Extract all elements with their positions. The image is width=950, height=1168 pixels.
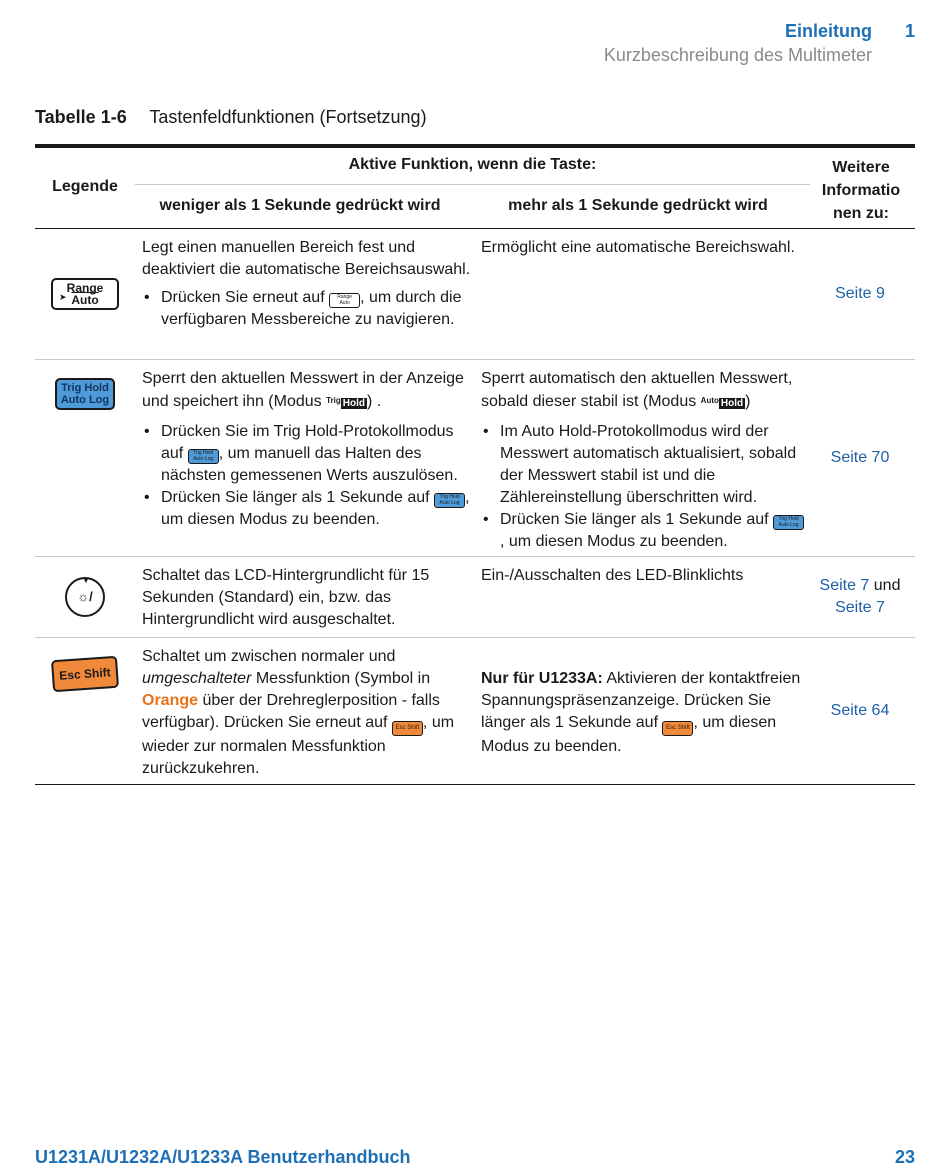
trig-hold-key-icon: Trig Hold Auto Log [55,378,115,410]
bullet-item: • Drücken Sie im Trig Hold-Protokollmodus auf Trig Hold Auto Log , um manuell das Halten des nächsten gemessenen Werts auszulösen. [142,421,472,487]
trig-hold-mini-icon: Trig Hold Auto Log [773,515,804,530]
long-text: Nur für U1233A: Aktivieren der kontaktfreien Spannungspräsenzanzeige. Drücken Sie länger als 1 Sekunde auf Esc Shift , um diesen Modus zu beenden. [481,670,801,755]
range-auto-key-icon: ➤ Range Auto [51,278,119,310]
col-more-line3: nen zu: [833,205,889,222]
auto-hold-symbol: Auto Hold [700,396,744,409]
short-press-cell [142,237,472,331]
backlight-key-icon: ▼ ☼/ [65,577,105,617]
long-text: Ein-/Ausschalten des LED-Blinklichts [481,567,744,584]
long-text: Ermöglicht eine automatische Bereichswahl. [481,239,795,256]
trig-hold-mini-icon: Trig Hold Auto Log [188,449,219,464]
col-more-line2: Informatio [821,182,901,199]
col-more-info [815,156,907,225]
esc-shift-mini-icon: Esc Shift [662,721,693,736]
short-text: Schaltet um zwischen normaler und umgeschalteter Messfunktion (Symbol in Orange über der Drehreglerposition - falls verfügbar). Drücken Sie erneut auf Esc Shift , um wieder zur normalen Messfunktion zurückzukehren. [142,648,455,777]
chapter-title: Einleitung [785,21,872,41]
reference-cell [810,557,910,637]
table-header [35,148,915,229]
col-active: Aktive Funktion, wenn die Taste: [348,156,597,173]
trig-hold-symbol: Trig Hold [326,396,365,409]
table-row [35,229,915,360]
footer-manual-title: U1231A/U1232A/U1233A Benutzerhandbuch [35,1147,411,1167]
short-press-cell [142,565,472,631]
table-title: Tastenfeldfunktionen (Fortsetzung) [149,107,427,127]
short-press-cell [142,368,472,531]
esc-shift-mini-icon: Esc Shift [392,721,423,736]
short-text: Schaltet das LCD-Hintergrundlicht für 15 Sekunden (Standard) ein, bzw. das Hintergrundlicht wird ausgeschaltet. [142,567,430,628]
short-text: Legt einen manuellen Bereich fest und deaktiviert die automatische Bereichsauswahl. [142,239,471,278]
reference-and: und [873,577,901,594]
range-auto-mini-icon: Range Auto [329,293,360,308]
table-row [35,638,915,785]
col-more-line1: Weitere [832,159,890,176]
col-long-press: mehr als 1 Sekunde gedrückt wird [508,197,768,214]
long-press-cell [481,565,806,587]
page-link[interactable]: Seite 7 [835,599,885,616]
page-link[interactable]: Seite 70 [830,449,890,466]
bullet-item: • Drücken Sie länger als 1 Sekunde auf Trig Hold Auto Log, um diesen Modus zu beenden. [481,509,806,553]
table-row [35,557,915,638]
table-row [35,360,915,557]
page-link[interactable]: Seite 64 [830,702,890,719]
col-short-press: weniger als 1 Sekunde gedrückt wird [159,197,441,214]
legend-cell [35,229,135,359]
reference-cell [810,638,910,784]
chapter-number: 1 [904,21,915,41]
reference-cell [810,360,910,556]
long-press-cell [481,237,806,259]
bullet-item: • Drücken Sie länger als 1 Sekunde auf Trig Hold Auto Log , um diesen Modus zu beenden. [142,487,472,531]
trig-hold-mini-icon: Trig Hold Auto Log [434,493,465,508]
esc-shift-key-icon: Esc Shift [51,656,119,693]
table-caption [35,107,427,128]
reference-cell [810,229,910,359]
legend-cell [35,360,135,556]
legend-cell [35,638,135,784]
bullet-item: • Drücken Sie erneut auf Range Auto , um durch die verfügbaren Messbereiche zu navigieren. [142,287,472,331]
long-text: Sperrt automatisch den aktuellen Messwert, sobald dieser stabil ist (Modus Auto Hold ) [481,368,806,415]
short-press-cell [142,646,472,780]
short-text: Sperrt den aktuellen Messwert in der Anzeige und speichert ihn (Modus Trig Hold ) . [142,368,472,415]
header-divider [135,184,810,185]
legend-cell [35,557,135,637]
page-link[interactable]: Seite 9 [835,285,885,302]
section-title: Kurzbeschreibung des Multimeter [603,45,872,65]
footer-page-number: 23 [894,1147,915,1167]
keypad-functions-table [35,144,915,785]
table-label: Tabelle 1-6 [35,107,127,127]
bullet-item: • Im Auto Hold-Protokollmodus wird der Messwert automatisch aktualisiert, sobald der Messwert stabil ist und die Zählereinstellung überschritten wird. [481,421,806,509]
long-press-cell [481,668,806,758]
long-press-cell [481,368,806,553]
col-legend: Legende [52,178,118,195]
page-link[interactable]: Seite 7 [819,577,870,594]
